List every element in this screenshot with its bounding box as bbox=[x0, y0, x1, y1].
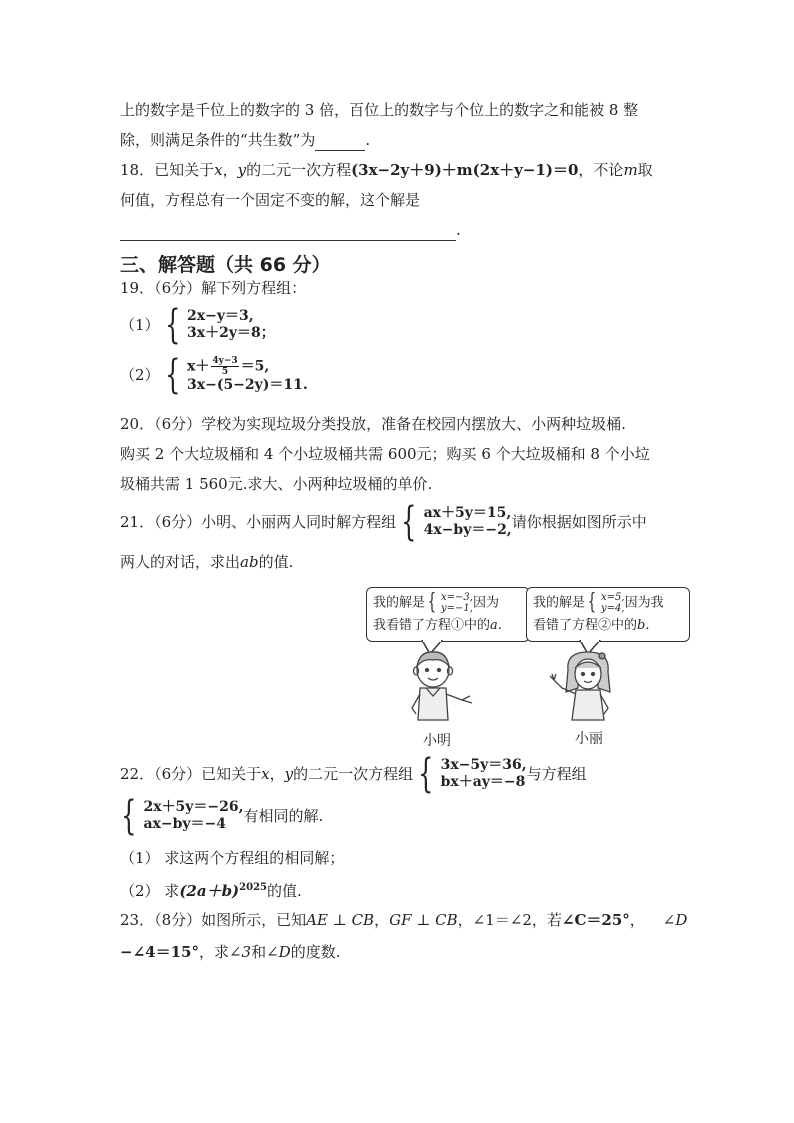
p23-sep: ， bbox=[374, 911, 390, 929]
p22-var-y: y bbox=[284, 765, 294, 783]
p23-line1-b: ，∠1＝∠2，若 bbox=[457, 911, 562, 929]
bubble-xiaoming bbox=[366, 587, 530, 642]
p18-line3 bbox=[120, 220, 461, 241]
p21-head: 21．（6分）小明、小丽两人同时解方程组 bbox=[120, 513, 397, 531]
p23-ae-cb: AE ⊥ CB bbox=[306, 911, 375, 929]
p21-line2-b: 的值. bbox=[258, 553, 294, 571]
bubble2-line2 bbox=[533, 615, 683, 637]
p19-sub2-label: （2） bbox=[120, 366, 160, 384]
bubble2-var: b. bbox=[637, 617, 650, 633]
name-xiaoli: 小丽 bbox=[575, 731, 603, 747]
fraction-denominator: 5 bbox=[221, 367, 229, 377]
p19-sub1-eq1: 2x−y＝3, bbox=[187, 308, 254, 324]
p18-mid: 的二元一次方程 bbox=[246, 161, 352, 179]
p21-eq2: 4x−by＝−2, bbox=[423, 522, 512, 538]
p22-eq2: bx＋ay＝−8 bbox=[440, 774, 526, 790]
p23-gf-cb: GF ⊥ CB bbox=[389, 911, 458, 929]
p18-after: ，不论 bbox=[578, 161, 624, 179]
p22-sub2-a: （2） 求 bbox=[120, 882, 180, 900]
p19-sub1-eq2: 3x＋2y＝8； bbox=[187, 325, 275, 341]
bubble1-line2 bbox=[373, 615, 523, 637]
bubble2-text-a: 我的解是 bbox=[533, 595, 586, 611]
p19-sub2-eq2: 3x−(5−2y)＝11. bbox=[187, 377, 308, 393]
bubble1-line1 bbox=[373, 592, 523, 615]
bubble2-system bbox=[585, 592, 625, 614]
p20-line1: 20．（6分）学校为实现垃圾分类投放，准备在校园内摆放大、小两种垃圾桶. bbox=[120, 415, 626, 433]
p18-line2: 何值，方程总有一个固定不变的解，这个解是 bbox=[120, 191, 421, 209]
bubble1-text-b: 因为 bbox=[472, 595, 499, 611]
section-title: 三、解答题（共 66 分） bbox=[120, 254, 331, 276]
p18-line1 bbox=[120, 160, 653, 180]
p19-sub1-label: （1） bbox=[120, 316, 160, 334]
p19-sub2-fraction bbox=[211, 356, 238, 377]
p22-tail2: 有相同的解. bbox=[243, 807, 324, 825]
p19-sub1 bbox=[120, 302, 275, 348]
bubble1-line2-text: 我看错了方程①中的 bbox=[373, 617, 491, 633]
p22-line2 bbox=[116, 793, 324, 839]
p22-sub1: （1） 求这两个方程组的相同解； bbox=[120, 849, 345, 867]
boy-illustration bbox=[400, 648, 480, 724]
p21-line2-a: 两人的对话，求出 bbox=[120, 553, 241, 571]
p22-sep: ， bbox=[269, 765, 285, 783]
p19-sub1-system bbox=[160, 302, 275, 348]
p20-line3: 圾桶共需 1 560元.求大、小两种垃圾桶的单价. bbox=[120, 475, 433, 493]
p18-var-m: m bbox=[623, 161, 638, 179]
p18-var-x: x bbox=[214, 161, 223, 179]
p21-line1 bbox=[120, 499, 647, 545]
bubble2-text-b: 因为我 bbox=[624, 595, 664, 611]
p18-var-y: y bbox=[237, 161, 247, 179]
p19-sub2-system bbox=[160, 352, 308, 398]
name-xiaoming: 小明 bbox=[423, 733, 451, 749]
p23-line2-b: ，求 bbox=[198, 943, 229, 961]
p19-sub2-eq1 bbox=[187, 356, 308, 377]
p22-sub2-b: 的值. bbox=[267, 882, 302, 900]
bubble2-line2-text: 看错了方程②中的 bbox=[533, 617, 638, 633]
p22-mid: 的二元一次方程组 bbox=[293, 765, 414, 783]
bubble1-text-a: 我的解是 bbox=[373, 595, 426, 611]
p23-line1 bbox=[120, 910, 687, 930]
girl-illustration bbox=[548, 648, 628, 724]
p22-system2 bbox=[116, 793, 244, 839]
p23-line1-d: ∠D bbox=[662, 911, 688, 929]
p23-line1-a: 23．（8分）如图所示，已知 bbox=[120, 911, 307, 929]
p19-sub2 bbox=[120, 352, 308, 398]
p18-answer-blank bbox=[120, 220, 456, 241]
brace-icon: { bbox=[401, 499, 417, 545]
brace-icon: { bbox=[121, 793, 137, 839]
p21-tail: 请你根据如图所示中 bbox=[511, 513, 647, 531]
p22-line1 bbox=[120, 751, 587, 797]
p22-head: 22．（6分）已知关于 bbox=[120, 765, 262, 783]
bubble-xiaoli bbox=[526, 587, 690, 642]
p18-equation: (3x−2y＋9)＋m(2x＋y−1)＝0 bbox=[351, 161, 579, 179]
p17-answer-blank bbox=[315, 130, 365, 151]
fraction-numerator: 4y−3 bbox=[212, 356, 238, 366]
p23-line2-a: −∠4＝15° bbox=[120, 943, 199, 961]
p21-line2 bbox=[120, 552, 293, 572]
bubble2-line1 bbox=[533, 592, 683, 615]
p22-system1 bbox=[413, 751, 527, 797]
brace-icon: { bbox=[164, 302, 180, 348]
p19-sub2-eq1-b: ＝5, bbox=[240, 358, 270, 375]
p17-line2-end: . bbox=[365, 131, 371, 149]
bubble2-x: x=5, bbox=[601, 592, 625, 603]
p22-tail: 与方程组 bbox=[526, 765, 587, 783]
p18-take: 取 bbox=[637, 161, 653, 179]
p17-line2 bbox=[120, 130, 370, 151]
p22-sub2-exp: 2025 bbox=[239, 882, 267, 893]
p18-end: . bbox=[456, 221, 461, 239]
p21-eq1: ax＋5y＝15, bbox=[423, 505, 512, 521]
p22-eq3: 2x＋5y＝−26, bbox=[143, 799, 244, 815]
p23-line2 bbox=[120, 942, 341, 962]
p23-angle-c: ∠C＝25° bbox=[561, 911, 630, 929]
bubble1-y: y=−1, bbox=[441, 603, 473, 614]
brace-icon: { bbox=[164, 352, 180, 398]
p19-sub2-eq1-a: x＋ bbox=[187, 358, 210, 375]
p21-system bbox=[396, 499, 512, 545]
p17-line1: 上的数字是千位上的数字的 3 倍，百位上的数字与个位上的数字之和能被 8 整 bbox=[120, 101, 639, 119]
p20-line2: 购买 2 个大垃圾桶和 4 个小垃圾桶共需 600元；购买 6 个大垃圾桶和 8 个小垃 bbox=[120, 445, 650, 463]
p17-line2-text: 除，则满足条件的“共生数”为 bbox=[120, 131, 316, 149]
brace-icon: { bbox=[427, 590, 437, 615]
p23-angle-3: ∠3 bbox=[228, 943, 252, 961]
p23-angle-d: ∠D bbox=[266, 943, 291, 961]
p18-sep: ， bbox=[222, 161, 238, 179]
p22-eq4: ax−by＝−4 bbox=[143, 816, 226, 832]
p18-prefix: 18．已知关于 bbox=[120, 161, 215, 179]
bubble1-x: x=−3, bbox=[441, 592, 473, 603]
p23-line2-c: 的度数. bbox=[290, 943, 341, 961]
p23-line1-c: ， bbox=[629, 911, 645, 929]
p22-eq1: 3x−5y＝36, bbox=[440, 757, 527, 773]
p21-var-ab: ab bbox=[240, 553, 259, 571]
brace-icon: { bbox=[587, 590, 597, 615]
p19-head: 19．（6分）解下列方程组： bbox=[120, 279, 307, 297]
p22-sub2 bbox=[120, 878, 302, 901]
brace-icon: { bbox=[418, 751, 434, 797]
p22-var-x: x bbox=[261, 765, 270, 783]
bubble1-var: a. bbox=[490, 617, 502, 633]
bubble2-y: y=4, bbox=[601, 603, 625, 614]
p23-and: 和 bbox=[251, 943, 267, 961]
bubble1-system bbox=[425, 592, 473, 614]
p22-sub2-expr: (2a＋b) bbox=[179, 882, 240, 900]
